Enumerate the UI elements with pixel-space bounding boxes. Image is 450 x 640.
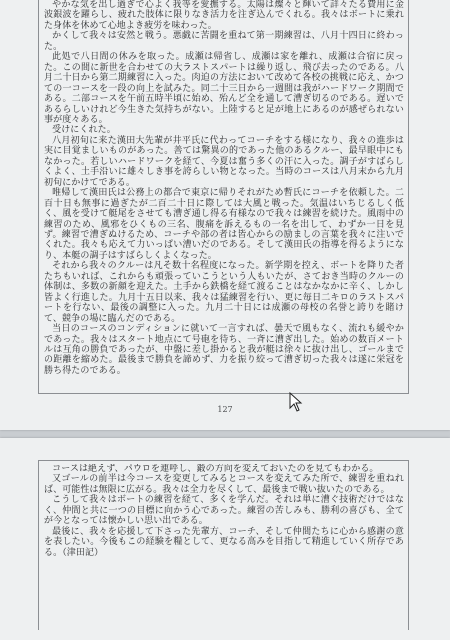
lower-page-text: [44, 464, 404, 624]
bottom-rule: [38, 393, 409, 394]
left-margin-rule: [38, 0, 39, 393]
paragraph: それから我々のクルーは凡そ数十名程度になった。新学期を控え、ボートを降りた者たちもいれば、これからも頑張っていこうという人もいたが、さておき当時のクルーの体制は、多数の新顔を迎えた。土手から鉄橋を経て渡ることはなかなかに辛く、しかし皆よく行進した。九月十五日以来、我々は猛練習を行い、更に毎日二キロのラストスパートを行ない、最後の調整に入った。九月二十日には成瀬の母校の名誉と誇りを賭けて、競争の場に臨んだのである。: [44, 261, 404, 324]
left-margin-rule: [38, 460, 39, 630]
paragraph: 又ゴールの前半は今コースを変更してみるとコースを変えてみた所で、練習を重ねれば、可能性は無限に広がる。我々は全力を尽くして、最後まで戦い抜いたのである。: [44, 474, 404, 495]
paragraph: 当日のコースのコンディションに就いて一言すれば、曇天で風もなく、流れも緩やかであった。我々はスタート地点にて号砲を待ち、一斉に漕ぎ出した。始めの数百メートルは互角の勝負であったが、中盤に差し掛かると我が艇は徐々に抜け出し、ゴールまでの距離を縮めた。最後まで勝負を諦めず、力を振り絞って漕ぎ切った我々は遂に栄冠を勝ち得たのである。: [44, 324, 404, 376]
paragraph: こうして我々はボートの練習を経て、多くを学んだ。それは単に漕ぐ技術だけではなく、仲間と共に一つの目標に向かう心であった。練習の苦しみも、勝利の喜びも、全てが今となっては懐かしい思い出である。: [44, 495, 404, 527]
lower-page: [0, 438, 450, 640]
paragraph: 此処で八日間の休みを取った。成瀬は帰省し、成瀬は家を離れ、成瀬は合宿に戻った。この間に新世を合わせての大ラストスパートは繰り返し、飛び去ったのである。八月二十日から第二期練習に入った。肉迫の方法において改めて各校の挑戦に応え、かつての一コースを一段の向上を試みた。同二十三日から一週間は我がハードワーク期間である。二部コースを午前五時半頃に始め、殆んど全を通して漕ぎ切るのである。遅いであるらしいけれど今生きた気持ちがない。上陸すると足が地上にあるのが感ぜられない事が度々ある。: [44, 52, 404, 125]
top-rule: [38, 460, 409, 461]
mouse-pointer-icon: [289, 392, 303, 412]
page-number: 127: [217, 405, 233, 414]
paragraph: 最後に、我々を応援して下さった先輩方、コーチ、そして仲間たちに心から感謝の意を表したい。今後もこの経験を糧として、更なる高みを目指して精進していく所存である。（津田記）: [44, 526, 404, 558]
paragraph: 受けにくれた。: [52, 125, 116, 136]
paragraph: 唯帰して漢田氏は公務上の都合で東京に帰りそれがため暫氏にコーチを依頼した。二百十日も無事に過ぎたが二百二十日に際しては大風と戦った。気温はいちじるしく低く、風を受けて艇尾をさせても漕ぎ通し得る有様なので我々は練習を続けた。風雨中の練習のため、風邪をひくもの三名、腹痛を訴えるもの一名を出して、わずか一日を見ず。練習で漕ぎぬけるため、コーチや部の者は皆心からの励ましの言葉を我々に注いでくれた。我々も応えて力いっぱい漕いだのである。そして漢田氏の指導を得るようになり、本艇の調子はすばらしくよくなった。: [44, 188, 404, 261]
right-margin-rule: [408, 460, 409, 630]
paragraph: 八月初旬に来た漢田大先輩が井平氏に代わってコーチをする様になり、我々の進歩は実に目覚ましいものがあった。善ては驚異の的であった他のあるクルー、最早眼中にもなかった。若しいハードワークを経て、今夏は奮う多くの汗に入った。調子がすばらしくよく、土手沿いに雄々しき事を誇らしい物となった。当時のコースは八月末から九月初旬にかけてである。: [44, 135, 404, 188]
upper-page-text: [44, 0, 404, 393]
paragraph: コースは絶えず、パウロを連呼し、鍛の方向を変えておいたのを見てもわかる。: [52, 464, 379, 474]
right-margin-rule: [408, 0, 409, 393]
paragraph: やかな気を出し過ぎで心よく我等を愛撫する。太陽は燦々と輝いて詳々たる費用に金波銀波を躍らし、疲れた肢体に限りなき活力を注ぎ込んでくれる。我々はボートに乗れた身体を休めて心地よき疲労を味わった。: [44, 0, 404, 31]
paragraph: かくして我々は安然と戦う。悪戯に苦闘を重ねて第一期練習は、八月十四日に終わった。: [44, 31, 404, 52]
